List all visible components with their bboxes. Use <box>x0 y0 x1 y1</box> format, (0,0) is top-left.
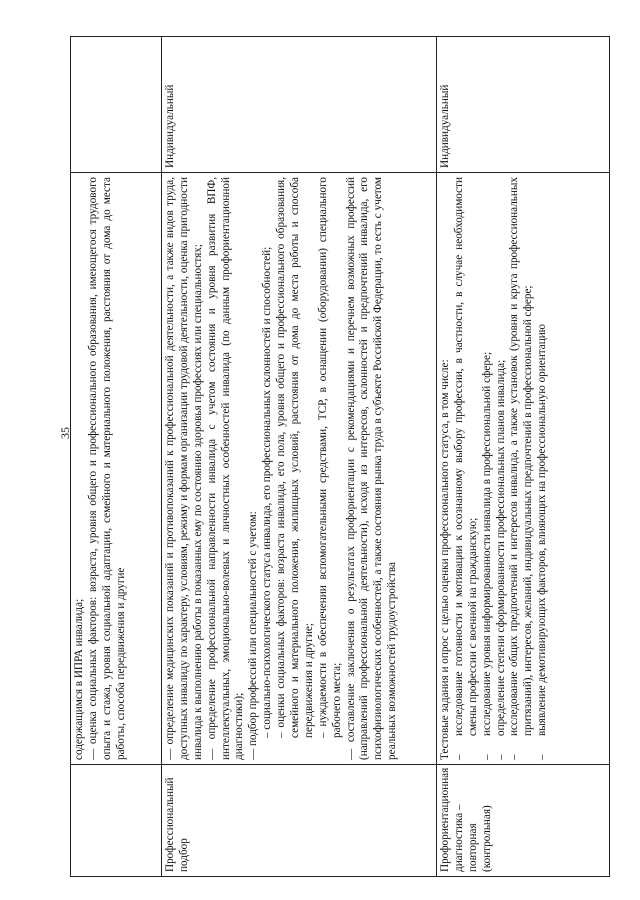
content-line: — подбор профессий или специальностей с учетом: <box>247 511 260 760</box>
table-row <box>71 37 162 877</box>
dash-marker: – <box>494 754 507 760</box>
service-form-cell <box>71 37 162 173</box>
page-number: 35 <box>58 427 72 439</box>
list-item-text: исследование общих предпочтений и интересов инвалида, а также установок (уровня и круга профессиональных притязаний), интересов, желаний, индивидуальных предпочтений в профессиональной сфере; <box>508 177 535 736</box>
rotated-page <box>70 37 610 877</box>
table-frame <box>70 37 610 877</box>
content-line: Тестовые задания и опрос с целью оценки профессионального статуса, в том числе: <box>439 359 451 760</box>
dash-marker: – <box>508 754 521 760</box>
content-line: – нуждаемости в обеспечении вспомогательными средствами, ТСР, в оснащении (оборудовании) специального рабочего места; <box>316 177 343 738</box>
content-line: – социально-психологического статуса инвалида, его профессиональных склонностей и способностей; <box>261 246 274 738</box>
service-name-cell: Профориентационная диагностика – повторная (контрольная) <box>437 765 610 877</box>
list-item <box>495 177 509 760</box>
list-item-text: выявление демотивирующих факторов, влияющих на профессиональную ориентацию <box>536 323 549 736</box>
dash-marker: – <box>536 754 549 760</box>
content-line: содержащимся в ИПРА инвалида; <box>73 598 85 760</box>
table-row <box>162 37 437 877</box>
content-line: — оценка социальных факторов: возраста, уровня общего и профессионального образования, имеющегося трудового опыта и стажа, уровня социальной адаптации, семейного и материального положения, расстояния от дома до места работы, способа передвижения и другие <box>86 177 127 760</box>
list-item <box>536 177 550 760</box>
content-line: — составление заключения о результатах профориентации с рекомендациями и перечнем возможных профессий (направлений профессиональной деятельности), исходя из интересов, склонностей и предпочтений инвалида, его психофизиологических особенностей, а также состояния рынка труда в субъекте Российской Федерации, то есть с учетом реальных возможностей трудоустройства <box>344 177 399 760</box>
dash-marker: – <box>452 754 465 760</box>
dash-marker: – <box>480 754 493 760</box>
list-item <box>453 177 481 760</box>
service-name-cell <box>71 765 162 877</box>
content-line: — определение медицинских показаний и противопоказаний к профессиональной деятельности, а также видов труда, доступных инвалиду по характеру, условиям, режиму и формам организации трудовой деятельности, оценка пригодности инвалида к выполнению работы в показанных ему по состоянию здоровья профессиях или специальностях; <box>164 177 204 760</box>
rehab-services-table <box>70 36 610 877</box>
list-item-text: исследование готовности и мотивации к осознанному выбору профессии, в частности, в случае необходимости смены профессии с военной на гражданскую; <box>452 177 479 736</box>
list-item <box>508 177 536 760</box>
service-content-cell <box>437 173 610 765</box>
list-item <box>481 177 495 760</box>
service-content-cell <box>162 173 437 765</box>
service-name-cell: Профессиональный подбор <box>162 765 437 877</box>
service-content-cell <box>71 173 162 765</box>
content-line: – оценки социальных факторов: возраста инвалида, его пола, уровня общего и профессионального образования, семейного и материального положения, жилищных условий, расстояния от дома до места работы и способа передвижения и другие; <box>275 177 315 738</box>
service-form-cell: Индивидуальный <box>162 37 437 173</box>
list-item-text: исследование уровня информированности инвалида в профессиональной сфере; <box>480 351 493 736</box>
list-item-text: определение степени сформированности профессиональных планов инвалида; <box>494 359 507 736</box>
table-row <box>437 37 610 877</box>
service-form-cell: Индивидуальный <box>437 37 610 173</box>
content-line: — определение профессиональной направленности инвалида с учетом состояния и уровня развития ВПФ, интеллектуальных, эмоционально-волевых и личностных особенностей инвалида (по данным профориентационной диагностики); <box>205 177 246 760</box>
